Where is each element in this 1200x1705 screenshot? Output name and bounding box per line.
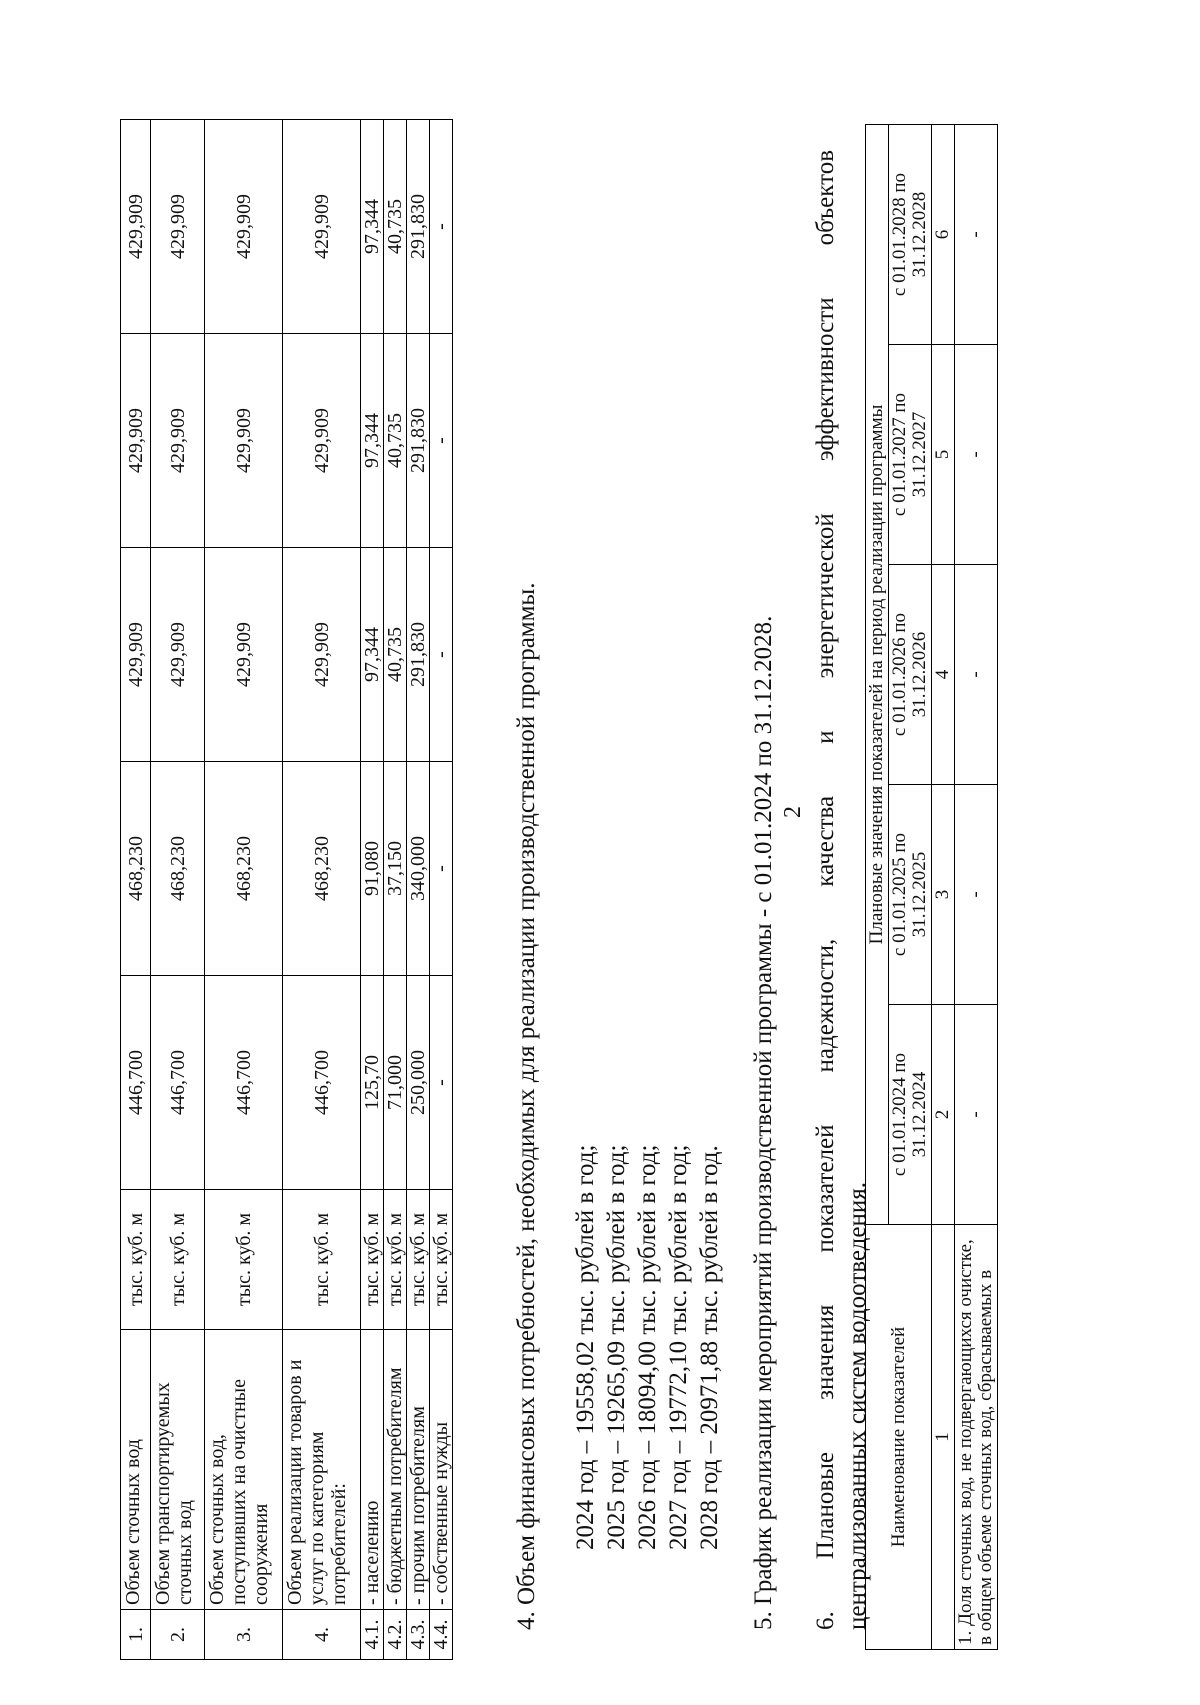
indicator-value: -	[955, 785, 998, 1005]
heading-word: объектов	[812, 150, 839, 246]
indicator-value: -	[955, 345, 998, 565]
period-header: с 01.01.2027 по 31.12.2027	[889, 345, 932, 565]
row-unit: тыс. куб. м	[205, 1190, 283, 1330]
heading-word: эффективности	[812, 297, 839, 462]
name-header: Наименование показателей	[866, 1225, 932, 1650]
row-unit: тыс. куб. м	[384, 1190, 407, 1330]
row-unit: тыс. куб. м	[121, 1190, 151, 1330]
section6-line1	[810, 150, 842, 1630]
indicator-value: -	[955, 125, 998, 345]
table-row	[407, 120, 430, 1660]
row-unit: тыс. куб. м	[283, 1190, 361, 1330]
heading-word: энергетической	[812, 513, 839, 679]
col-number: 3	[932, 785, 955, 1005]
row-name: - населению	[361, 1330, 384, 1610]
col-number: 6	[932, 125, 955, 345]
row-name: - собственные нужды	[430, 1330, 453, 1610]
row-value: -	[430, 548, 453, 762]
row-value: 446,700	[121, 976, 151, 1190]
table-row	[430, 120, 453, 1660]
row-value: 429,909	[121, 548, 151, 762]
table-row	[121, 120, 151, 1660]
rotated-page	[120, 100, 1080, 1660]
heading-word: надежности,	[812, 938, 839, 1073]
row-value: 429,909	[151, 548, 205, 762]
row-unit: тыс. куб. м	[407, 1190, 430, 1330]
row-value: 429,909	[121, 334, 151, 548]
row-value: 97,344	[361, 548, 384, 762]
row-unit: тыс. куб. м	[151, 1190, 205, 1330]
heading-word: и	[812, 730, 839, 744]
row-value: 291,830	[407, 548, 430, 762]
row-number: 4.	[283, 1610, 361, 1660]
indicator-value: -	[955, 1005, 998, 1225]
row-value: 429,909	[205, 548, 283, 762]
row-number: 4.3.	[407, 1610, 430, 1660]
row-value: 291,830	[407, 120, 430, 334]
period-header: с 01.01.2028 по 31.12.2028	[889, 125, 932, 345]
row-number: 3.	[205, 1610, 283, 1660]
row-value: -	[430, 976, 453, 1190]
row-value: 125,70	[361, 976, 384, 1190]
heading-word: показателей	[812, 1124, 839, 1253]
table-row	[283, 120, 361, 1660]
row-value: -	[430, 762, 453, 976]
section5-heading: 5. График реализации мероприятий производственной программы - с 01.01.2024 по 31.12.2028.	[750, 615, 777, 1630]
list-item: 2024 год – 19558,02 тыс. рублей в год;	[572, 1144, 599, 1550]
row-value: 429,909	[151, 334, 205, 548]
row-value: 429,909	[283, 548, 361, 762]
row-value: 429,909	[121, 120, 151, 334]
col-number: 5	[932, 345, 955, 565]
heading-word: значения	[812, 1304, 839, 1400]
row-number: 1.	[121, 1610, 151, 1660]
row-value: 250,000	[407, 976, 430, 1190]
group-header: Плановые значения показателей на период реализации программы	[866, 125, 889, 1225]
row-value: 97,344	[361, 120, 384, 334]
table-row	[151, 120, 205, 1660]
row-value: 446,700	[151, 976, 205, 1190]
indicators-table	[865, 124, 998, 1650]
table-row	[205, 120, 283, 1660]
row-value: 429,909	[283, 120, 361, 334]
row-value: 40,735	[384, 120, 407, 334]
row-value: 429,909	[151, 120, 205, 334]
row-number: 4.1.	[361, 1610, 384, 1660]
heading-word: качества	[812, 795, 839, 887]
table-row	[955, 125, 998, 1650]
col-number: 1	[932, 1225, 955, 1650]
row-name: - прочим потребителям	[407, 1330, 430, 1610]
row-value: 446,700	[205, 976, 283, 1190]
row-value: 97,344	[361, 334, 384, 548]
row-value: 291,830	[407, 334, 430, 548]
row-name: Объем сточных вод, поступивших на очистные сооружения	[205, 1330, 283, 1610]
row-value: 71,000	[384, 976, 407, 1190]
row-value: 91,080	[361, 762, 384, 976]
col-number: 4	[932, 565, 955, 785]
financial-needs-list	[570, 1145, 725, 1550]
row-value: 37,150	[384, 762, 407, 976]
period-header: с 01.01.2026 по 31.12.2026	[889, 565, 932, 785]
row-value: 468,230	[151, 762, 205, 976]
indicator-name: 1. Доля сточных вод, не подвергающихся очистке, в общем объеме сточных вод, сбрасываемых в	[955, 1225, 998, 1650]
row-name: Объем транспортируемых сточных вод	[151, 1330, 205, 1610]
row-name: - бюджетным потребителям	[384, 1330, 407, 1610]
row-unit: тыс. куб. м	[430, 1190, 453, 1330]
section4-heading: 4. Объем финансовых потребностей, необходимых для реализации производственной программы.	[513, 582, 540, 1630]
row-value: 429,909	[205, 334, 283, 548]
list-item: 2025 год – 19265,09 тыс. рублей в год;	[603, 1144, 630, 1550]
page-number: 2	[780, 806, 806, 818]
row-number: 4.2.	[384, 1610, 407, 1660]
period-header: с 01.01.2025 по 31.12.2025	[889, 785, 932, 1005]
row-value: -	[430, 334, 453, 548]
heading-word: Плановые	[812, 1451, 839, 1560]
row-value: 40,735	[384, 334, 407, 548]
row-number: 2.	[151, 1610, 205, 1660]
row-unit: тыс. куб. м	[361, 1190, 384, 1330]
row-value: 429,909	[205, 120, 283, 334]
heading-word: 6.	[812, 1611, 839, 1630]
table-row	[361, 120, 384, 1660]
row-number: 4.4.	[430, 1610, 453, 1660]
volume-table	[120, 119, 453, 1660]
row-name: Объем сточных вод	[121, 1330, 151, 1610]
row-value: 468,230	[121, 762, 151, 976]
row-value: 468,230	[283, 762, 361, 976]
list-item: 2028 год – 20971,88 тыс. рублей в год.	[696, 1145, 723, 1550]
indicator-value: -	[955, 565, 998, 785]
section6-line2: централизованных систем водоотведения.	[844, 1182, 871, 1630]
list-item: 2026 год – 18094,00 тыс. рублей в год;	[634, 1144, 661, 1550]
list-item: 2027 год – 19772,10 тыс. рублей в год;	[665, 1144, 692, 1550]
row-value: 340,000	[407, 762, 430, 976]
row-value: 429,909	[283, 334, 361, 548]
row-value: -	[430, 120, 453, 334]
row-name: Объем реализации товаров и услуг по категориям потребителей:	[283, 1330, 361, 1610]
period-header: с 01.01.2024 по 31.12.2024	[889, 1005, 932, 1225]
col-number: 2	[932, 1005, 955, 1225]
row-value: 468,230	[205, 762, 283, 976]
row-value: 446,700	[283, 976, 361, 1190]
table-row	[384, 120, 407, 1660]
row-value: 40,735	[384, 548, 407, 762]
